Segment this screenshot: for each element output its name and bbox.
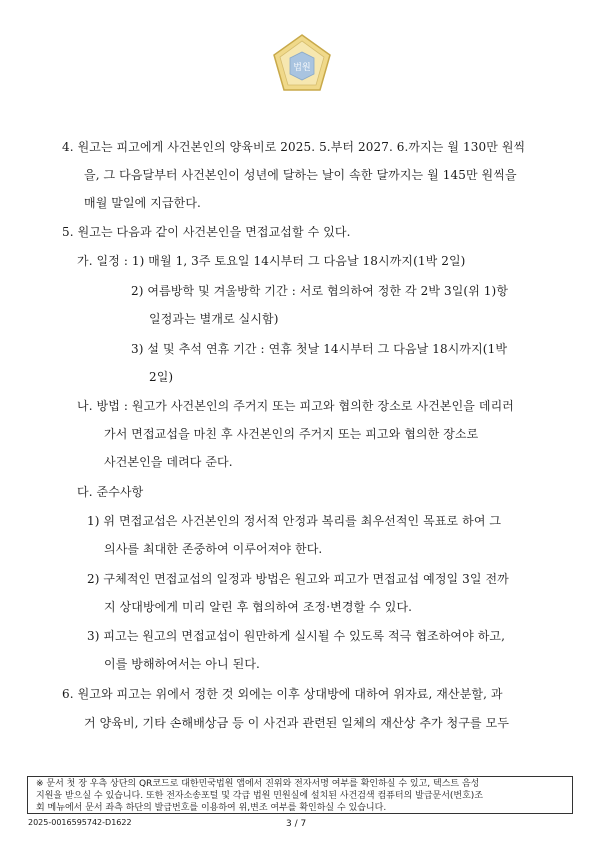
- notice-line-2: 지원을 받으실 수 있습니다. 또한 전자소송포털 및 각급 법원 민원실에 설치된 사건검색 컴퓨터의 발급문서(번호)조: [36, 791, 484, 801]
- item-da-3-line-1: 3) 피고는 원고의 면접교섭이 원만하게 실시될 수 있도록 적극 협조하여야 하고,: [87, 629, 506, 643]
- item-na-line-2: 가서 면접교섭을 마친 후 사건본인의 주거지 또는 피고와 협의한 장소로: [104, 427, 479, 441]
- item-da-2-line-2: 지 상대방에게 미리 알린 후 협의하여 조정·변경할 수 있다.: [104, 600, 413, 614]
- item-da-1-line-1: 1) 위 면접교섭은 사건본인의 정서적 안정과 복리를 최우선적인 목표로 하여 그: [87, 514, 502, 528]
- paragraph-6-line-1: 6. 원고와 피고는 위에서 정한 것 외에는 이후 상대방에 대하여 위자료, 재산분할, 과: [62, 687, 503, 701]
- item-da-3-line-2: 이를 방해하여서는 아니 된다.: [104, 657, 260, 671]
- item-ga-line-1: 가. 일정 : 1) 매월 1, 3주 토요일 14시부터 그 다음날 18시까지(1박 2일): [77, 254, 466, 268]
- item-da-1-line-2: 의사를 최대한 존중하여 이루어져야 한다.: [104, 542, 323, 556]
- item-da-heading: 다. 준수사항: [77, 485, 144, 499]
- item-na-line-1: 나. 방법 : 원고가 사건본인의 주거지 또는 피고와 협의한 장소로 사건본인을 데리러: [77, 399, 514, 413]
- court-seal-icon: [270, 32, 334, 96]
- item-da-2-line-1: 2) 구체적인 면접교섭의 일정과 방법은 원고와 피고가 면접교섭 예정일 3일 전까: [87, 572, 509, 586]
- item-ga-2-line-1: 2) 여름방학 및 겨울방학 기간 : 서로 협의하여 정한 각 2박 3일(위 1)항: [131, 284, 509, 298]
- paragraph-4-line-2: 을, 그 다음달부터 사건본인이 성년에 달하는 날이 속한 달까지는 월 145만 원씩을: [84, 168, 517, 182]
- verification-notice-box: [27, 776, 573, 814]
- paragraph-5: 5. 원고는 다음과 같이 사건본인을 면접교섭할 수 있다.: [62, 225, 351, 239]
- item-na-line-3: 사건본인을 데려다 준다.: [104, 455, 233, 469]
- notice-line-3: 회 메뉴에서 문서 좌측 하단의 발급번호를 이용하여 위,변조 여부를 확인하실 수 있습니다.: [36, 803, 387, 813]
- issue-number: 2025-0016595742-D1622: [28, 818, 132, 827]
- item-ga-3-line-2: 2일): [149, 370, 174, 384]
- item-ga-3-line-1: 3) 설 및 추석 연휴 기간 : 연휴 첫날 14시부터 그 다음날 18시까지(1박: [131, 342, 508, 356]
- seal-text: 법원: [293, 63, 311, 73]
- notice-line-1: ※ 문서 첫 장 우측 상단의 QR코드로 대한민국법원 앱에서 진위와 전자서명 여부를 확인하실 수 있고, 텍스트 음성: [36, 779, 480, 789]
- paragraph-6-line-2: 거 양육비, 기타 손해배상금 등 이 사건과 관련된 일체의 재산상 추가 청구를 모두: [84, 716, 510, 730]
- paragraph-4-line-3: 매월 말일에 지급한다.: [84, 196, 201, 210]
- item-ga-2-line-2: 일정과는 별개로 실시함): [149, 312, 279, 326]
- page-number: 3 / 7: [286, 819, 307, 829]
- paragraph-4-line-1: 4. 원고는 피고에게 사건본인의 양육비로 2025. 5.부터 2027. 6.까지는 월 130만 원씩: [62, 140, 526, 154]
